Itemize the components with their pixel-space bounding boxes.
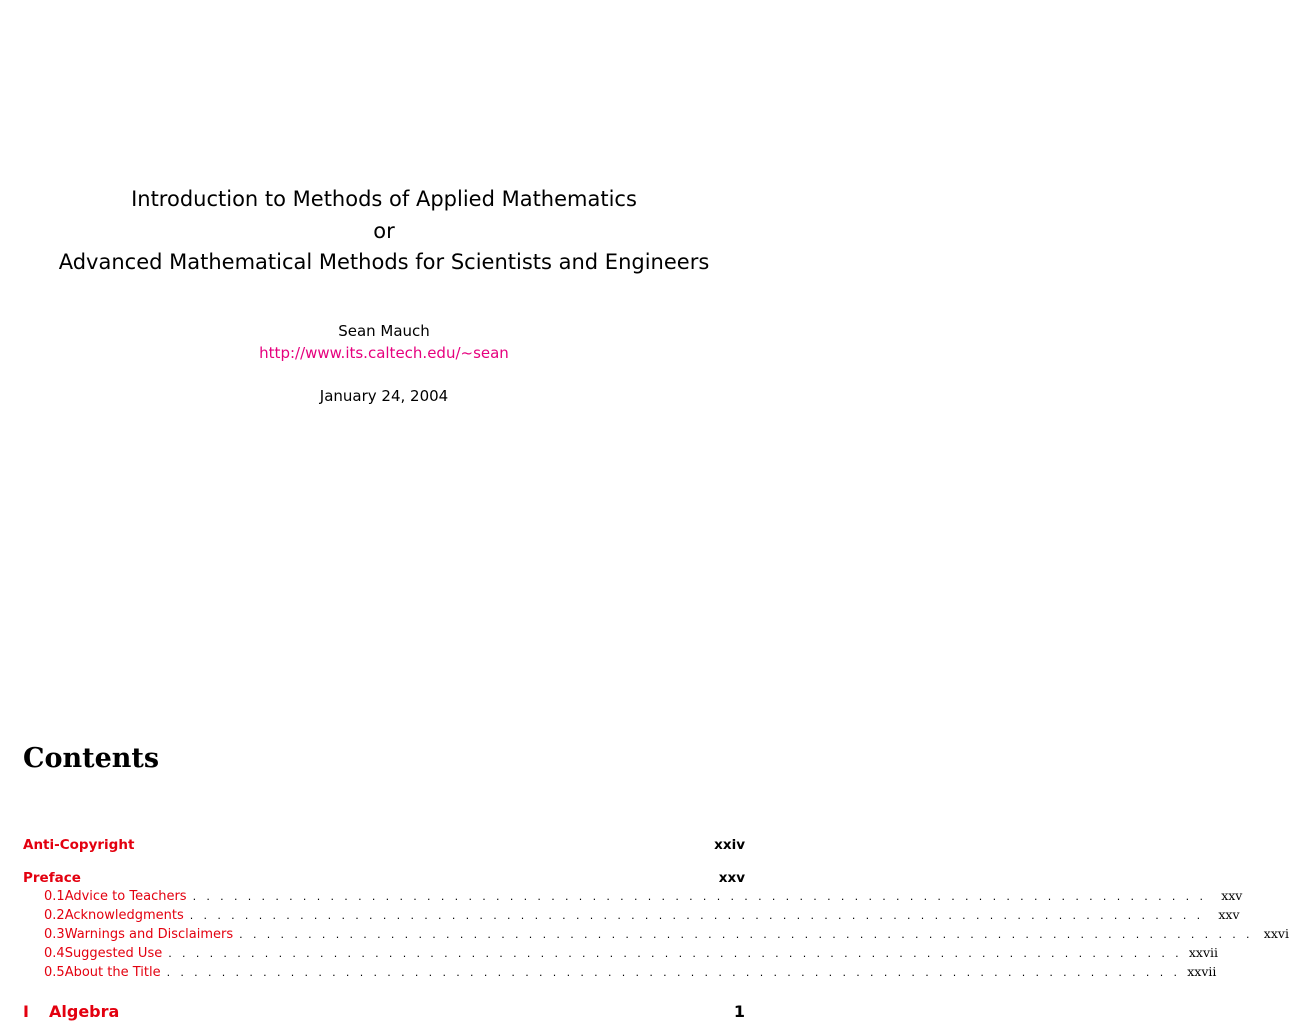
- contents-heading: Contents: [23, 743, 160, 774]
- toc-entry-page: xxiv: [714, 837, 745, 853]
- toc-section-label[interactable]: Warnings and Disclaimers: [64, 927, 234, 942]
- toc-section-0-3[interactable]: [23, 925, 1289, 944]
- toc-entry-preface[interactable]: [23, 869, 745, 887]
- toc-section-label[interactable]: Suggested Use: [64, 946, 163, 961]
- toc-section-label[interactable]: About the Title: [64, 965, 161, 980]
- document-title: [0, 184, 768, 279]
- toc-leader-dots: . . . . . . . . . . . . . . . . . . . . . . . . . . . . . . . . . . . . . . . . . . . . . . . . . . . . . . . . . . . . . . . . . . . . . . . . . .: [189, 909, 1204, 922]
- toc-section-page: xxv: [1218, 907, 1240, 922]
- toc-leader-dots: . . . . . . . . . . . . . . . . . . . . . . . . . . . . . . . . . . . . . . . . . . . . . . . . . . . . . . . . . . . . . . . . . . . . . . . . . .: [192, 890, 1207, 903]
- document-date: January 24, 2004: [319, 387, 449, 405]
- toc-part-number[interactable]: I: [23, 1002, 29, 1021]
- toc-entry-label[interactable]: Preface: [23, 870, 81, 886]
- author-url-link[interactable]: http://www.its.caltech.edu/~sean: [259, 344, 509, 362]
- toc-leader-dots: . . . . . . . . . . . . . . . . . . . . . . . . . . . . . . . . . . . . . . . . . . . . . . . . . . . . . . . . . . . . . . . . . . . . . . . . . .: [166, 966, 1181, 979]
- toc-leader-dots: . . . . . . . . . . . . . . . . . . . . . . . . . . . . . . . . . . . . . . . . . . . . . . . . . . . . . . . . . . . . . . . . . . . . . . . . . .: [168, 947, 1183, 960]
- toc-section-page: xxvii: [1187, 964, 1217, 979]
- title-line-or: or: [373, 218, 395, 243]
- toc-section-number[interactable]: 0.4: [44, 946, 65, 961]
- toc-section-number[interactable]: 0.5: [44, 965, 65, 980]
- toc-part-label[interactable]: [23, 1001, 119, 1023]
- author-name: Sean Mauch: [338, 322, 430, 340]
- toc-section-page: xxv: [1221, 888, 1243, 903]
- toc-section-page: xxvii: [1188, 945, 1219, 960]
- toc-entry-page: xxv: [718, 870, 745, 886]
- toc-section-number[interactable]: 0.3: [44, 927, 65, 942]
- toc-part-page: 1: [733, 1002, 745, 1021]
- toc-entry-label[interactable]: Anti-Copyright: [23, 837, 135, 853]
- toc-section-0-1[interactable]: [23, 887, 1243, 906]
- toc-section-number[interactable]: 0.2: [44, 908, 65, 923]
- title-line-1: Introduction to Methods of Applied Mathematics: [131, 187, 637, 211]
- toc-section-0-2[interactable]: [23, 906, 1240, 925]
- toc-part-title[interactable]: Algebra: [49, 1002, 120, 1021]
- title-line-2: Advanced Mathematical Methods for Scientists and Engineers: [58, 250, 710, 274]
- toc-section-label[interactable]: Advice to Teachers: [64, 889, 187, 904]
- toc-section-label[interactable]: Acknowledgments: [64, 908, 184, 923]
- toc-section-0-5[interactable]: [23, 963, 1217, 982]
- toc-part-algebra[interactable]: [23, 1001, 745, 1023]
- toc-section-0-4[interactable]: [23, 944, 1219, 963]
- toc-section-number[interactable]: 0.1: [44, 889, 65, 904]
- author-block: [0, 320, 768, 364]
- toc-entry-anti-copyright[interactable]: [23, 836, 745, 854]
- table-of-contents: [23, 836, 1289, 1023]
- toc-section-page: xxvi: [1263, 926, 1289, 941]
- toc-leader-dots: . . . . . . . . . . . . . . . . . . . . . . . . . . . . . . . . . . . . . . . . . . . . . . . . . . . . . . . . . . . . . . . . . . . . . . . . . .: [239, 928, 1253, 941]
